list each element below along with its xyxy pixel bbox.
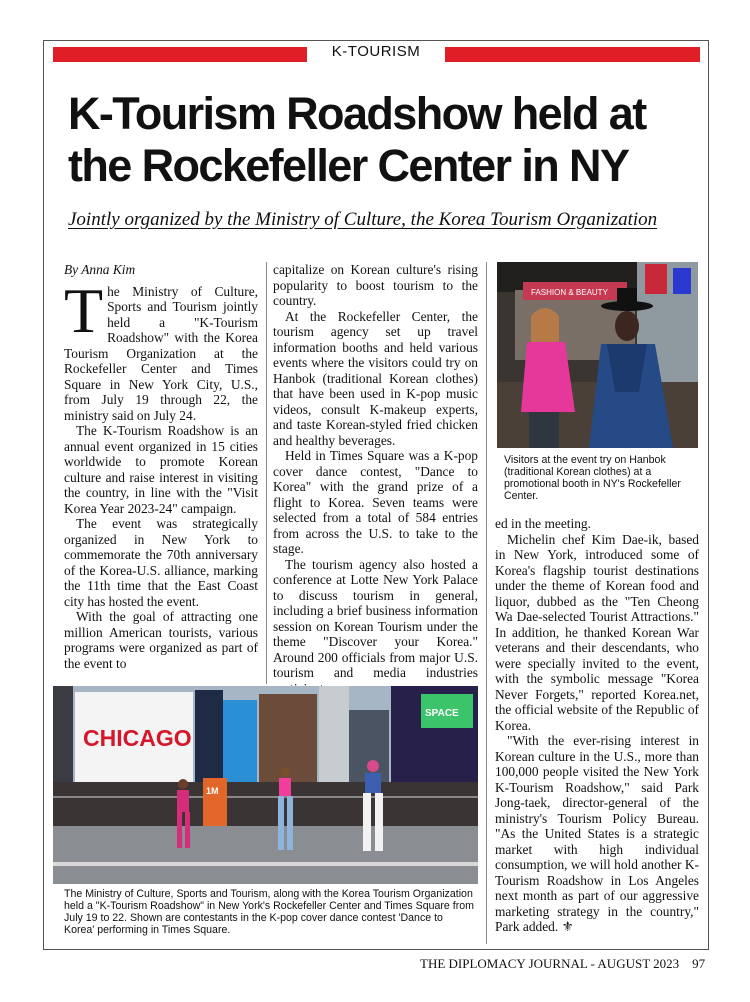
paragraph: The event was strategically organized in New York to commemorate the 70th anniversary of the Korea-U.S. alliance, marking the 11th time that the East Coast city has hosted the event. [64,516,258,609]
byline: By Anna Kim [64,262,136,277]
paragraph: With the goal of attracting one million American tourists, various programs were organized as part of the event to [64,609,258,671]
column-divider [266,262,267,684]
headline: K-Tourism Roadshow held at the Rockefeller Center in NY [68,88,646,191]
section-bar-right [445,47,700,62]
column-divider [486,262,487,944]
page-number: 97 [692,956,706,971]
paragraph: At the Rockefeller Center, the tourism agency set up travel information booths and held various events where the visitors could try on Hanbok (traditional Korean clothes) that have been used in K-pop music videos, consult K-makeup experts, and taste Korean-styled fried chicken and healthy beverages. [273,308,478,448]
hanbok-photo-caption: Visitors at the event try on Hanbok (traditional Korean clothes) at a promotional booth in NY's Rockefeller Center. [504,454,681,502]
subtitle: Jointly organized by the Ministry of Culture, the Korea Tourism Organization [68,209,658,230]
section-label: K-TOURISM [331,43,421,60]
paragraph-text: he Ministry of Culture, Sports and Tourism jointly held a "K-Tourism Roadshow" with the Korea Tourism Organization at the Rockefeller Center and Times Square in New York City, U.S., from July 19 through 22, the ministry said on July 24. [64,283,258,423]
billboard-text: CHICAGO [83,725,192,751]
booth-sign-1m: 1M [206,786,219,796]
paragraph: ed in the meeting. [495,516,591,531]
dance-contest-photo-caption: The Ministry of Culture, Sports and Tourism, along with the Korea Tourism Organization held a "K-Tourism Roadshow" in New York's Rockefeller Center and Times Square from July 19 to 22. Shown are contestants in the K-pop cover dance contest 'Dance to Korea' performing in Times Square. [64,888,474,936]
drop-cap: T [64,274,104,346]
publication-name: THE DIPLOMACY JOURNAL - AUGUST 2023 [420,956,680,971]
paragraph: The tourism agency also hosted a conference at Lotte New York Palace to discuss tourism in general, including a brief business information session on Korean Tourism under the theme "Discover your Korea." Around 200 officials from major U.S. tourism and media industries [273,556,478,680]
page-footer [420,956,705,972]
paragraph: Held in Times Square was a K-pop cover dance contest, "Dance to Korea" with the grand prize of a flight to Korea. Seven teams were selected from a total of 584 entries from across the U.S. to take to the stage. [273,448,478,556]
article-column-2 [273,262,478,684]
screen-text: SPACE [425,708,459,719]
end-mark-icon: ⚜ [561,919,574,934]
booth-sign: FASHION & BEAUTY [531,288,608,297]
dance-contest-photo-illustration [53,686,478,884]
section-bar-left [53,47,307,62]
paragraph [64,274,258,424]
paragraph: The K-Tourism Roadshow is an annual event organized in 15 cities worldwide to promote Korean culture and raise interest in visiting the country, in line with the "Visit Korea Year 2023-24" campaign. [64,423,258,516]
article-column-3 [495,516,699,946]
hanbok-photo-illustration [497,262,698,448]
article-column-1 [64,262,258,684]
paragraph: Michelin chef Kim Dae-ik, based in New York, introduced some of Korea's flagship tourist destinations under the theme of Korean food and liquor, dubbed as the "Ten Cheong Wa Dae-selected Tourist Attractions." In addition, he thanked Korean War veterans and their descendants, who were specially invited to the event, with the symbolic message "Korea Never Forgets," reported Korea.net, the official website of the Republic of Korea. [495,531,699,733]
paragraph [495,733,699,935]
paragraph: capitalize on Korean culture's rising popularity to boost tourism to the country. [273,262,478,308]
paragraph-text: "With the ever-rising interest in Korean culture in the U.S., more than 100,000 people visited the New York K-Tourism Roadshow," said Park Jong-taek, director-general of the ministry's Tourism Policy Bureau. "As the United States is a strategic market with high individual consumption, we will hold another K-Tourism Roadshow in Los Angeles next month as part of our aggressive marketing strategy in the country," Park added. [495,733,699,934]
hanbok-photo [497,262,698,448]
dance-contest-photo [53,686,478,884]
